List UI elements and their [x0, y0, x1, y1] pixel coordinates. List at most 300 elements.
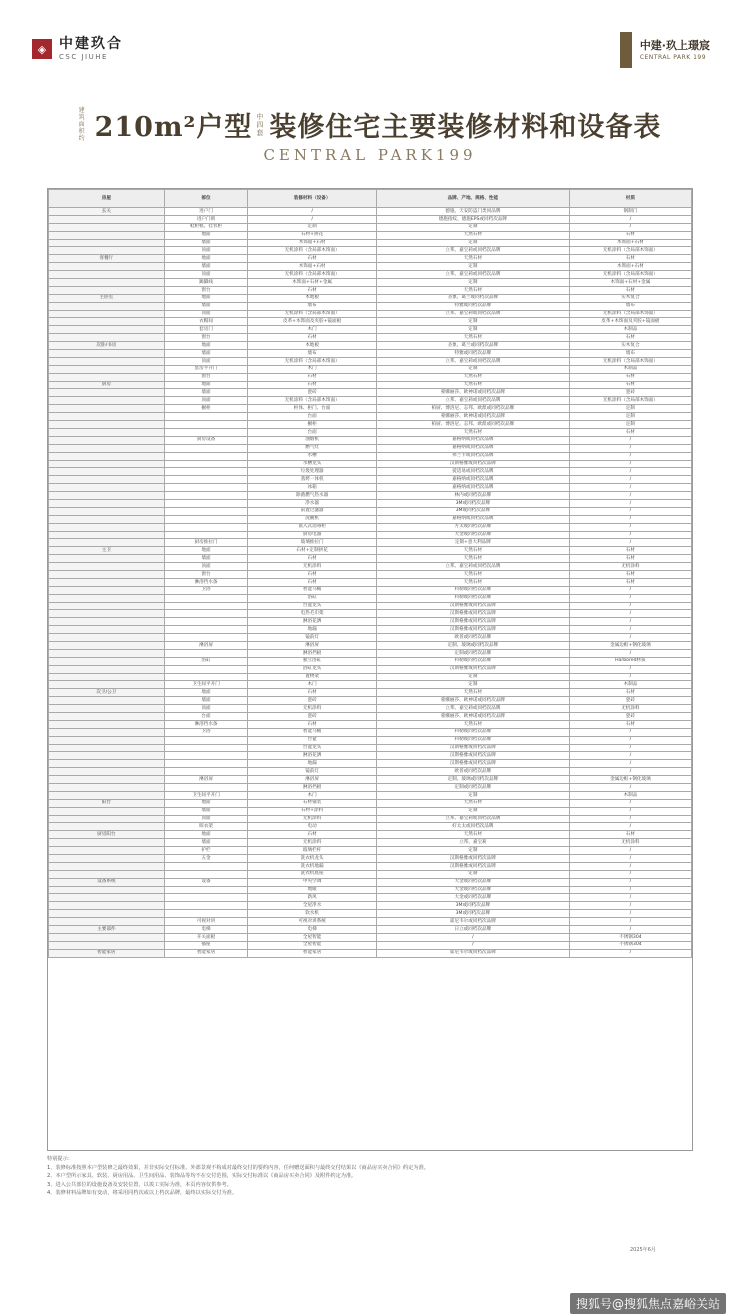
title-tag: 中四套: [256, 112, 264, 137]
table-row: [49, 847, 692, 855]
table-cell: 地面: [164, 799, 248, 807]
table-cell: /: [569, 760, 691, 768]
table-cell: [49, 444, 165, 452]
table-cell: 无机涂料（含局部木饰面）: [569, 397, 691, 405]
table-cell: 燃气灶: [248, 444, 377, 452]
title-prefix: 建筑面积约: [78, 107, 85, 142]
table-cell: 定制: [376, 326, 569, 334]
table-cell: 石材: [248, 555, 377, 563]
table-row: [49, 476, 692, 484]
table-cell: 厨房电器: [248, 531, 377, 539]
table-row: [49, 776, 692, 784]
table-cell: 3M或同档次品牌: [376, 499, 569, 507]
table-cell: 客餐厅: [49, 255, 165, 263]
table-row: [49, 563, 692, 571]
table-cell: [49, 618, 165, 626]
table-cell: 科勒或同档次品牌: [376, 657, 569, 665]
table-cell: 次卧/书房: [49, 342, 165, 350]
table-cell: 石材+涂料: [248, 807, 377, 815]
table-cell: 天然石材: [376, 689, 569, 697]
table-cell: [49, 231, 165, 239]
table-cell: 卫生间平开门: [164, 791, 248, 799]
table-cell: 地面: [164, 381, 248, 389]
table-cell: [49, 436, 165, 444]
table-cell: 设备: [164, 878, 248, 886]
table-cell: [164, 484, 248, 492]
table-cell: /: [569, 499, 691, 507]
table-cell: 木门: [248, 365, 377, 373]
table-cell: /: [569, 634, 691, 642]
table-cell: [164, 523, 248, 531]
table-cell: [164, 744, 248, 752]
table-cell: [49, 681, 165, 689]
table-cell: 全屋净水: [248, 902, 377, 910]
table-cell: 顶面: [164, 815, 248, 823]
table-cell: [49, 286, 165, 294]
table-cell: [49, 507, 165, 515]
table-cell: 地暖: [248, 886, 377, 894]
table-cell: 木饰面+石材: [569, 263, 691, 271]
table-cell: [164, 507, 248, 515]
table-cell: /: [569, 460, 691, 468]
table-row: [49, 492, 692, 500]
table-cell: 玄关: [49, 208, 165, 216]
table-row: [49, 610, 692, 618]
table-cell: 全屋智能: [248, 933, 377, 941]
table-cell: [49, 862, 165, 870]
table-cell: /: [569, 215, 691, 223]
table-cell: 无机涂料（含局部木饰面）: [569, 247, 691, 255]
table-cell: [164, 752, 248, 760]
table-cell: 厨房: [49, 381, 165, 389]
table-cell: 定制: [376, 223, 569, 231]
table-cell: 电动: [248, 823, 377, 831]
table-cell: 木地板: [248, 294, 377, 302]
table-cell: 净水器: [248, 499, 377, 507]
table-cell: 霍尼韦尔或同档次品牌: [376, 949, 569, 957]
table-cell: 护栏: [164, 847, 248, 855]
table-cell: /: [569, 926, 691, 934]
note-line: 4、装修材料品牌如有变动，将采用同档次或以上档次品牌，最终以实际交付为准。: [47, 1190, 238, 1197]
table-cell: 台面: [248, 413, 377, 421]
table-cell: 橱柜: [164, 405, 248, 413]
table-row: [49, 910, 692, 918]
table-cell: 木饰面+石材: [248, 239, 377, 247]
table-cell: 大金或同档次品牌: [376, 894, 569, 902]
table-cell: 定制: [248, 223, 377, 231]
table-cell: [49, 815, 165, 823]
table-cell: 无机涂料（含局部木饰面）: [569, 357, 691, 365]
table-cell: [49, 484, 165, 492]
page-title: [0, 105, 740, 144]
table-cell: [49, 634, 165, 642]
table-cell: 汉斯格雅或同档次品牌: [376, 760, 569, 768]
table-cell: 地面: [164, 294, 248, 302]
table-cell: [49, 713, 165, 721]
table-cell: 水槽龙头: [248, 460, 377, 468]
table-cell: 淋浴花洒: [248, 618, 377, 626]
table-cell: 淋浴屏: [164, 776, 248, 784]
table-cell: 瓷砖: [248, 713, 377, 721]
table-cell: 实木复合: [569, 294, 691, 302]
table-row: [49, 484, 692, 492]
table-cell: [49, 641, 165, 649]
table-cell: [49, 365, 165, 373]
table-row: [49, 839, 692, 847]
table-cell: [49, 334, 165, 342]
table-cell: 无机涂料: [569, 705, 691, 713]
table-cell: 地漏: [248, 760, 377, 768]
table-cell: 顶面: [164, 271, 248, 279]
table-cell: 墙面: [164, 350, 248, 358]
table-cell: 天然石材: [376, 578, 569, 586]
table-cell: 瓷砖: [569, 713, 691, 721]
table-row: [49, 389, 692, 397]
table-cell: 地面: [164, 231, 248, 239]
table-row: [49, 673, 692, 681]
table-cell: 顶面: [164, 247, 248, 255]
table-cell: /: [569, 862, 691, 870]
table-cell: 晾衣架: [164, 823, 248, 831]
table-cell: 石材: [248, 286, 377, 294]
table-cell: 石材: [248, 381, 377, 389]
logo-right-cn: 中建·玖上璟宸: [639, 39, 710, 52]
table-cell: 立邦、嘉宝莉或同档次品牌: [376, 247, 569, 255]
table-cell: 墙布: [248, 302, 377, 310]
table-row: [49, 507, 692, 515]
table-cell: 石材: [248, 570, 377, 578]
table-row: [49, 705, 692, 713]
table-cell: [164, 886, 248, 894]
table-cell: 淋浴屏: [248, 641, 377, 649]
table-cell: 顶面: [164, 563, 248, 571]
table-cell: [49, 768, 165, 776]
table-cell: [49, 539, 165, 547]
table-cell: /: [569, 515, 691, 523]
table-cell: 智能马桶: [248, 728, 377, 736]
table-cell: 天然石材: [376, 428, 569, 436]
table-cell: [164, 499, 248, 507]
table-cell: [49, 578, 165, 586]
table-cell: [49, 902, 165, 910]
table-cell: 地漏: [248, 626, 377, 634]
table-cell: 石材: [248, 373, 377, 381]
table-row: [49, 294, 692, 302]
table-cell: 无机涂料: [569, 839, 691, 847]
special-notes: [47, 1155, 693, 1198]
table-cell: 洗衣机龙头: [248, 855, 377, 863]
table-cell: 石材: [569, 720, 691, 728]
table-cell: 插座: [164, 941, 248, 949]
table-cell: 钢制门: [569, 208, 691, 216]
table-cell: 立邦、嘉宝莉或同档次品牌: [376, 815, 569, 823]
table-cell: 石材: [569, 334, 691, 342]
table-cell: [49, 523, 165, 531]
table-cell: /: [569, 918, 691, 926]
table-cell: [49, 744, 165, 752]
table-cell: 主卫: [49, 547, 165, 555]
table-cell: [49, 263, 165, 271]
table-cell: 石材: [248, 831, 377, 839]
table-cell: 水槽: [248, 452, 377, 460]
table-row: [49, 760, 692, 768]
table-cell: 无机涂料（含局部木饰面）: [248, 357, 377, 365]
table-cell: 可视对讲: [164, 918, 248, 926]
table-cell: 定制或同档次品牌: [376, 784, 569, 792]
table-cell: 立邦、嘉宝莉或同档次品牌: [376, 357, 569, 365]
table-cell: [164, 870, 248, 878]
table-cell: [49, 807, 165, 815]
table-cell: 爱适易或同档次品牌: [376, 468, 569, 476]
table-cell: 台面: [164, 713, 248, 721]
table-cell: 圣象、葛兰或同档次品牌: [376, 294, 569, 302]
table-cell: [49, 279, 165, 287]
table-header-cell: 材质: [569, 190, 691, 208]
table-cell: 天然石材: [376, 286, 569, 294]
table-cell: 定制: [376, 673, 569, 681]
table-row: [49, 326, 692, 334]
table-cell: 石材: [248, 720, 377, 728]
table-cell: [164, 476, 248, 484]
table-cell: 特雅或同档次品牌: [376, 350, 569, 358]
table-cell: 木饰面+石材: [569, 239, 691, 247]
logo-left-cn: 中建玖合: [59, 36, 123, 52]
table-cell: 日立或同档次品牌: [376, 926, 569, 934]
table-cell: 定制或同档次品牌: [376, 649, 569, 657]
table-cell: 洗衣机地漏: [248, 862, 377, 870]
table-cell: /: [569, 807, 691, 815]
table-row: [49, 255, 692, 263]
table-cell: 墙面: [164, 302, 248, 310]
table-cell: [49, 752, 165, 760]
table-cell: 汉斯格雅或同档次品牌: [376, 665, 569, 673]
table-row: [49, 949, 692, 957]
table-cell: 阳台: [49, 799, 165, 807]
table-cell: 金属边框+钢化玻璃: [569, 641, 691, 649]
table-cell: 踢脚线: [164, 279, 248, 287]
table-cell: 卫浴: [164, 586, 248, 594]
table-cell: [49, 223, 165, 231]
table-cell: /: [569, 744, 691, 752]
table-cell: 特雅或同档次品牌: [376, 302, 569, 310]
table-row: [49, 594, 692, 602]
table-cell: [49, 310, 165, 318]
table-cell: /: [569, 736, 691, 744]
table-cell: 窗台: [164, 286, 248, 294]
table-cell: [49, 823, 165, 831]
table-cell: 德施指纹、德施EPS或同档次品牌: [376, 215, 569, 223]
table-cell: 窗台: [164, 334, 248, 342]
table-row: [49, 515, 692, 523]
table-row: [49, 381, 692, 389]
table-cell: 弗兰卡或同档次品牌: [376, 452, 569, 460]
csc-jiuhe-logo: [32, 37, 123, 61]
table-cell: 墙面: [164, 697, 248, 705]
table-cell: [49, 626, 165, 634]
table-cell: [164, 784, 248, 792]
table-row: [49, 405, 692, 413]
table-cell: [164, 649, 248, 657]
table-cell: 套房门: [164, 326, 248, 334]
table-cell: /: [569, 618, 691, 626]
table-cell: 淋浴花洒: [248, 752, 377, 760]
table-row: [49, 302, 692, 310]
table-cell: 智能家居: [248, 949, 377, 957]
table-cell: /: [569, 799, 691, 807]
table-row: [49, 215, 692, 223]
table-row: [49, 602, 692, 610]
table-cell: [164, 760, 248, 768]
table-row: [49, 815, 692, 823]
table-cell: 蒙娜丽莎、欧神诺或同档次品牌: [376, 413, 569, 421]
table-cell: 地面: [164, 342, 248, 350]
table-cell: 木饰面+石材: [248, 263, 377, 271]
table-cell: 除菌燃气热水器: [248, 492, 377, 500]
table-cell: [49, 594, 165, 602]
table-cell: 橱柜: [248, 421, 377, 429]
table-cell: 地面: [164, 831, 248, 839]
table-row: [49, 855, 692, 863]
table-cell: [49, 705, 165, 713]
title-main-2: 装修住宅主要装修材料和设备表: [269, 112, 662, 143]
table-row: [49, 752, 692, 760]
table-cell: 厨房阳台: [49, 831, 165, 839]
table-cell: 石材铺装: [248, 799, 377, 807]
table-cell: 冰箱: [248, 484, 377, 492]
table-cell: [49, 610, 165, 618]
table-row: [49, 547, 692, 555]
table-cell: [49, 555, 165, 563]
table-row: [49, 223, 692, 231]
table-cell: 木制品: [569, 365, 691, 373]
table-row: [49, 357, 692, 365]
table-cell: /: [569, 665, 691, 673]
table-cell: 汉斯格雅或同档次品牌: [376, 744, 569, 752]
table-cell: /: [569, 878, 691, 886]
table-cell: 定制: [376, 279, 569, 287]
table-cell: [49, 760, 165, 768]
table-row: [49, 784, 692, 792]
table-cell: /: [569, 823, 691, 831]
table-row: [49, 791, 692, 799]
table-cell: 天然石材: [376, 373, 569, 381]
table-cell: 无机涂料（含局部木饰面）: [569, 310, 691, 318]
table-cell: 窗台: [164, 373, 248, 381]
table-row: [49, 681, 692, 689]
table-row: [49, 247, 692, 255]
table-cell: 木饰面+石材+金属: [569, 279, 691, 287]
table-cell: /: [569, 468, 691, 476]
note-line: 1、装修标准按照本户型装修之最终效果，并非实际交付标准。外部景观不构成对最终交付的要约内容，任何赠送面积与最终交付结果以《商品房买卖合同》约定为准。: [47, 1164, 429, 1171]
table-cell: 石材: [569, 255, 691, 263]
table-cell: 顶面: [164, 310, 248, 318]
table-cell: 瓷砖: [569, 697, 691, 705]
table-cell: 3M或同档次品牌: [376, 902, 569, 910]
materials-table: [47, 188, 693, 1151]
table-cell: [49, 389, 165, 397]
table-row: [49, 460, 692, 468]
table-cell: 淋浴屏: [164, 641, 248, 649]
table-cell: 天然石材: [376, 334, 569, 342]
table-cell: 石材: [569, 555, 691, 563]
note-line: 3、进入公共部位的设施设备及安装位置，以竣工实际为准，本页内容仅供参考。: [47, 1181, 232, 1188]
table-row: [49, 665, 692, 673]
table-cell: 浴缸: [164, 657, 248, 665]
table-cell: 天然石材: [376, 720, 569, 728]
table-cell: [164, 862, 248, 870]
table-row: [49, 878, 692, 886]
table-cell: 全屋智能: [248, 941, 377, 949]
table-row: [49, 413, 692, 421]
table-cell: /: [569, 594, 691, 602]
table-cell: [49, 499, 165, 507]
table-cell: 木门: [248, 791, 377, 799]
table-cell: 石材: [569, 689, 691, 697]
table-cell: [49, 357, 165, 365]
table-row: [49, 720, 692, 728]
table-cell: [49, 468, 165, 476]
table-cell: [49, 247, 165, 255]
table-cell: 厨房设备: [164, 436, 248, 444]
table-cell: [49, 933, 165, 941]
table-cell: /: [569, 673, 691, 681]
table-cell: /: [248, 208, 377, 216]
table-cell: 卫浴: [164, 728, 248, 736]
table-cell: 大金或同档次品牌: [376, 878, 569, 886]
table-cell: 镜前灯: [248, 634, 377, 642]
table-cell: 汉斯格雅或同档次品牌: [376, 460, 569, 468]
table-cell: 木制品: [569, 681, 691, 689]
table-cell: 石材: [569, 578, 691, 586]
table-cell: 瓷砖: [248, 697, 377, 705]
table-cell: /: [569, 870, 691, 878]
table-cell: 石材: [569, 231, 691, 239]
table-cell: 中央空调: [248, 878, 377, 886]
table-row: [49, 744, 692, 752]
table-cell: 石材: [569, 570, 691, 578]
table-row: [49, 728, 692, 736]
table-cell: [49, 736, 165, 744]
table-cell: 德施、天安防盗门类同品牌: [376, 208, 569, 216]
table-cell: 石材: [569, 547, 691, 555]
table-cell: [49, 428, 165, 436]
table-cell: 墙面: [164, 555, 248, 563]
table-cell: 柏厨、博洛尼、志邦、欧派或同档次品牌: [376, 405, 569, 413]
table-cell: 浴缸: [248, 594, 377, 602]
table-row: [49, 373, 692, 381]
table-cell: 大金或同档次品牌: [376, 531, 569, 539]
table-cell: 天然石材: [376, 831, 569, 839]
table-cell: [49, 728, 165, 736]
table-cell: 玻璃栏杆: [248, 847, 377, 855]
table-row: [49, 799, 692, 807]
table-cell: 无机涂料: [248, 563, 377, 571]
table-cell: 开关面板: [164, 933, 248, 941]
table-cell: [49, 515, 165, 523]
table-row: [49, 886, 692, 894]
table-row: [49, 208, 692, 216]
table-cell: 无机涂料（含局部木饰面）: [248, 247, 377, 255]
table-cell: 大金或同档次品牌: [376, 886, 569, 894]
table-cell: [164, 768, 248, 776]
table-cell: 不锈钢304: [569, 941, 691, 949]
table-cell: 无机涂料: [248, 705, 377, 713]
table-cell: 科勒或同档次品牌: [376, 728, 569, 736]
table-cell: [49, 239, 165, 247]
table-cell: 淋浴挡板: [248, 784, 377, 792]
table-row: [49, 689, 692, 697]
table-cell: [164, 444, 248, 452]
